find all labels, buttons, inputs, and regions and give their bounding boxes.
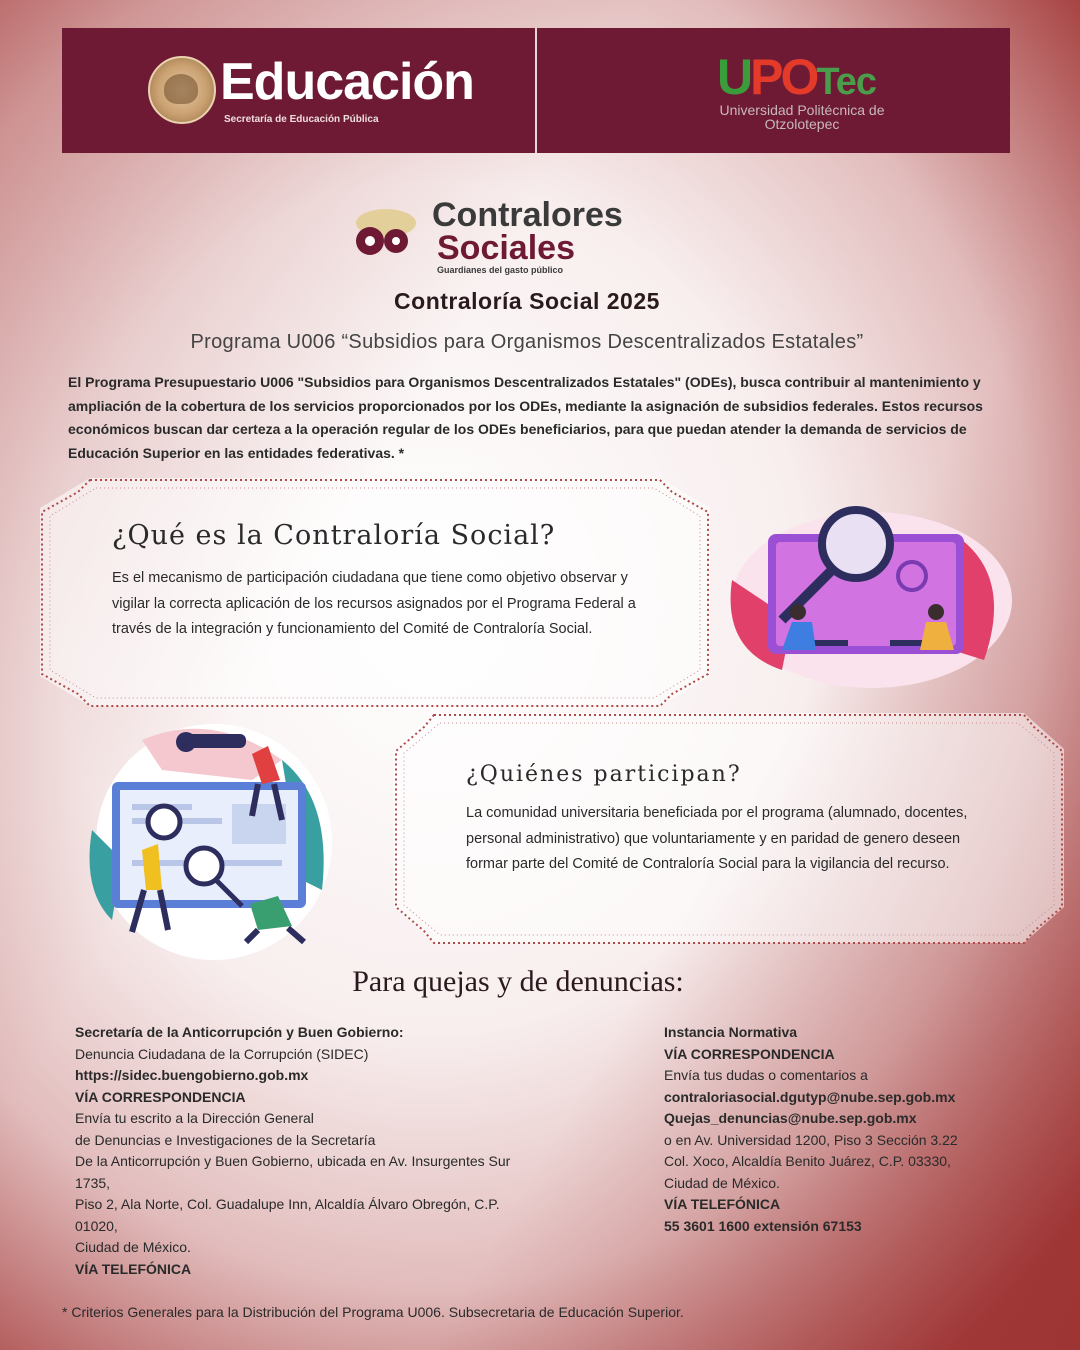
- contact-line: 01020,: [75, 1217, 118, 1234]
- audit-illustration: [722, 500, 1012, 690]
- upotec-name: Universidad Politécnica de Otzolotepec: [719, 102, 885, 132]
- contact-line: Denuncia Ciudadana de la Corrupción (SIDEC): [75, 1045, 369, 1062]
- complaints-title: Para quejas y de denuncias:: [352, 965, 684, 998]
- phone-number: 55 3601 1600 extensión 67153: [664, 1217, 862, 1234]
- who-participates-answer: La comunidad universitaria beneficiada por el programa (alumnado, docentes, personal administrativo) que voluntariamente y en paridad de genero deseen formar parte del Comité de Contraloría Social para la vigilancia del recurso.: [466, 805, 968, 872]
- page-title: Contraloría Social 2025: [394, 288, 660, 314]
- contralores-title: Contralores: [432, 196, 623, 234]
- contact-line: Piso 2, Ala Norte, Col. Guadalupe Inn, Alcaldía Álvaro Obregón, C.P.: [75, 1196, 500, 1212]
- footnote: * Criterios Generales para la Distribución del Programa U006. Subsecretaria de Educación Superior.: [62, 1304, 684, 1320]
- header-banner: [62, 28, 1010, 153]
- contralores-tagline: Guardianes del gasto público: [437, 265, 564, 275]
- sociales-title: Sociales: [437, 229, 575, 267]
- upotec-logo: UPOTec: [717, 49, 877, 105]
- contact-line: Secretaría de la Anticorrupción y Buen Gobierno:: [75, 1024, 404, 1040]
- contact-line: VÍA CORRESPONDENCIA: [664, 1045, 835, 1062]
- contralores-sociales-logo-icon: [352, 205, 424, 261]
- sep-title: Educación: [220, 53, 474, 111]
- normative-contact: [664, 1022, 1024, 1237]
- contact-line: Col. Xoco, Alcaldía Benito Juárez, C.P. 03330,: [664, 1153, 951, 1169]
- what-is-question: ¿Qué es la Contraloría Social?: [112, 520, 556, 551]
- contact-line: de Denuncias e Investigaciones de la Secretaría: [75, 1131, 376, 1148]
- contact-line: VÍA TELEFÓNICA: [75, 1260, 192, 1277]
- contact-line: 1735,: [75, 1174, 111, 1191]
- sep-subtitle: Secretaría de Educación Pública: [224, 114, 379, 125]
- research-illustration: [82, 720, 352, 970]
- sep-logo-area: [62, 28, 535, 153]
- contact-line: De la Anticorrupción y Buen Gobierno, ubicada en Av. Insurgentes Sur: [75, 1153, 511, 1169]
- sidec-link[interactable]: https://sidec.buengobierno.gob.mx: [75, 1067, 309, 1083]
- contact-line: Instancia Normativa: [664, 1024, 798, 1040]
- contact-line: Ciudad de México.: [75, 1239, 191, 1255]
- contact-line: VÍA CORRESPONDENCIA: [75, 1088, 246, 1105]
- contraloria-email-link[interactable]: contraloriasocial.dgutyp@nube.sep.gob.mx: [664, 1088, 956, 1105]
- anticorruption-contact: [75, 1022, 595, 1280]
- contact-line: VÍA TELEFÓNICA: [664, 1196, 781, 1212]
- contact-line: o en Av. Universidad 1200, Piso 3 Sección 3.22: [664, 1131, 958, 1148]
- intro-paragraph: El Programa Presupuestario U006 "Subsidios para Organismos Descentralizados Estatales" (ODEs), busca contribuir al mantenimiento y ampliación de la cobertura de los servicios proporcionados por los ODEs, mediante la asignación de subsidios federales. Estos recursos económicos buscan dar certeza a la operación regular de los ODEs beneficiarios, para que puedan atender la demanda de servicios de Educación Superior en las entidades federativas. *: [68, 374, 983, 461]
- what-is-answer: Es el mecanismo de participación ciudadana que tiene como objetivo observar y vigilar la correcta aplicación de los recursos asignados por el Programa Federal a través de la integración y funcionamiento del Comité de Contraloría Social.: [112, 570, 636, 637]
- contact-line: Envía tus dudas o comentarios a: [664, 1067, 868, 1083]
- mexico-seal-icon: [148, 56, 216, 124]
- contact-line: Ciudad de México.: [664, 1174, 780, 1191]
- contact-line: Envía tu escrito a la Dirección General: [75, 1110, 314, 1126]
- upotec-logo-area: [537, 28, 1010, 153]
- quejas-email-link[interactable]: Quejas_denuncias@nube.sep.gob.mx: [664, 1110, 917, 1126]
- who-participates-question: ¿Quiénes participan?: [466, 762, 742, 787]
- program-name: Programa U006 “Subsidios para Organismos Descentralizados Estatales”: [190, 331, 864, 353]
